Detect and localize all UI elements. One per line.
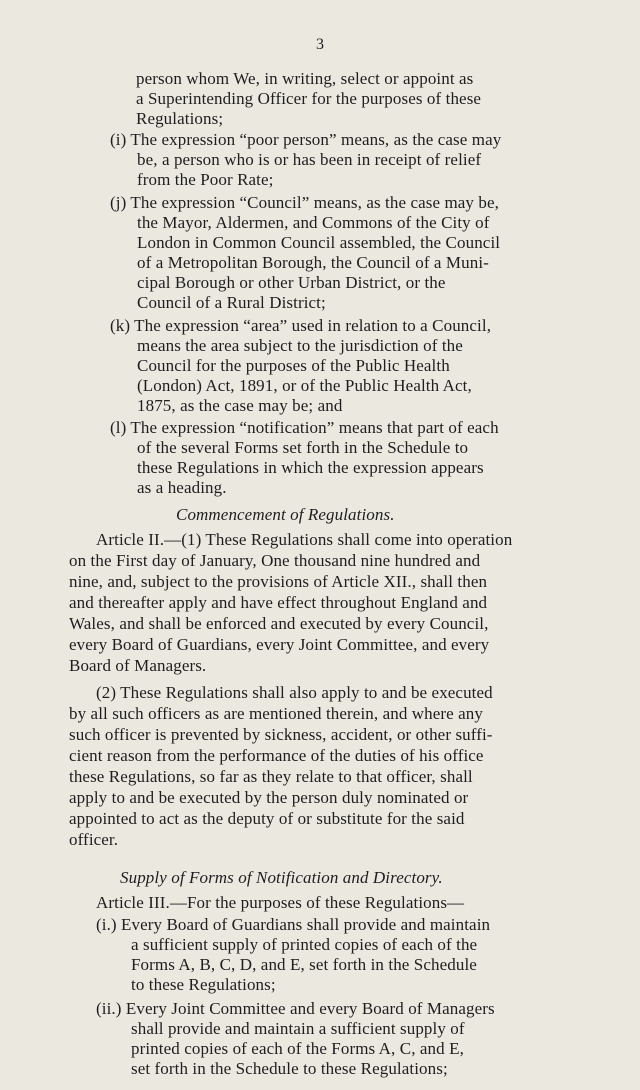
definition-l-line: as a heading. [137,478,227,497]
article-3-line: Article III.—For the purposes of these Regulations— [96,893,465,912]
article-2-2-line: appointed to act as the deputy of or substitute for the said [69,809,465,828]
article-2-1-line: and thereafter apply and have effect throughout England and [69,593,488,612]
item-i-line: (i.) Every Board of Guardians shall provide and maintain [96,915,491,934]
item-ii-line: shall provide and maintain a sufficient supply of [131,1019,465,1038]
definition-l-line: (l) The expression “notification” means that part of each [110,418,499,437]
definition-k-line: means the area subject to the jurisdiction of the [137,336,463,355]
article-2-2-line: cient reason from the performance of the duties of his office [69,746,484,765]
item-ii-line: (ii.) Every Joint Committee and every Board of Managers [96,999,495,1018]
definition-k-line: Council for the purposes of the Public Health [137,356,450,375]
definition-j-line: of a Metropolitan Borough, the Council of a Muni- [137,253,489,272]
article-2-2-line: these Regulations, so far as they relate to that officer, shall [69,767,473,786]
definition-k-line: (London) Act, 1891, or of the Public Health Act, [137,376,472,395]
section-heading-commencement: Commencement of Regulations. [176,505,395,524]
article-2-2-line: (2) These Regulations shall also apply to and be executed [96,683,493,702]
definition-l-line: these Regulations in which the expression appears [137,458,484,477]
definition-j-line: London in Common Council assembled, the Council [137,233,501,252]
article-2-1-line: on the First day of January, One thousand nine hundred and [69,551,481,570]
regulation-line: Regulations; [136,109,224,128]
definition-j-line: the Mayor, Aldermen, and Commons of the City of [137,213,490,232]
page-number: 3 [316,36,324,53]
regulation-line: person whom We, in writing, select or appoint as [136,69,474,88]
definition-j-line: (j) The expression “Council” means, as the case may be, [110,193,499,212]
definition-i-line: (i) The expression “poor person” means, as the case may [110,130,502,149]
article-2-2-line: officer. [69,830,119,849]
definition-i-line: be, a person who is or has been in receipt of relief [137,150,482,169]
article-2-2-line: by all such officers as are mentioned therein, and where any [69,704,483,723]
definition-i-line: from the Poor Rate; [137,170,274,189]
item-i-line: Forms A, B, C, D, and E, set forth in the Schedule [131,955,477,974]
article-2-1-line: nine, and, subject to the provisions of Article XII., shall then [69,572,488,591]
article-2-1-line: Article II.—(1) These Regulations shall come into operation [96,530,513,549]
article-2-2-line: apply to and be executed by the person duly nominated or [69,788,469,807]
article-2-1-line: Board of Managers. [69,656,207,675]
article-2-1-line: Wales, and shall be enforced and executed by every Council, [69,614,489,633]
section-heading-supply: Supply of Forms of Notification and Directory. [120,868,443,887]
definition-k-line: 1875, as the case may be; and [137,396,343,415]
regulation-line: a Superintending Officer for the purposes of these [136,89,482,108]
item-ii-line: set forth in the Schedule to these Regulations; [131,1059,448,1078]
definition-j-line: Council of a Rural District; [137,293,326,312]
definition-j-line: cipal Borough or other Urban District, or the [137,273,446,292]
article-2-1-line: every Board of Guardians, every Joint Committee, and every [69,635,490,654]
definition-l-line: of the several Forms set forth in the Schedule to [137,438,469,457]
item-i-line: a sufficient supply of printed copies of each of the [131,935,478,954]
definition-k-line: (k) The expression “area” used in relation to a Council, [110,316,492,335]
item-i-line: to these Regulations; [131,975,276,994]
article-2-2-line: such officer is prevented by sickness, accident, or other suffi- [69,725,493,744]
item-ii-line: printed copies of each of the Forms A, C, and E, [131,1039,464,1058]
